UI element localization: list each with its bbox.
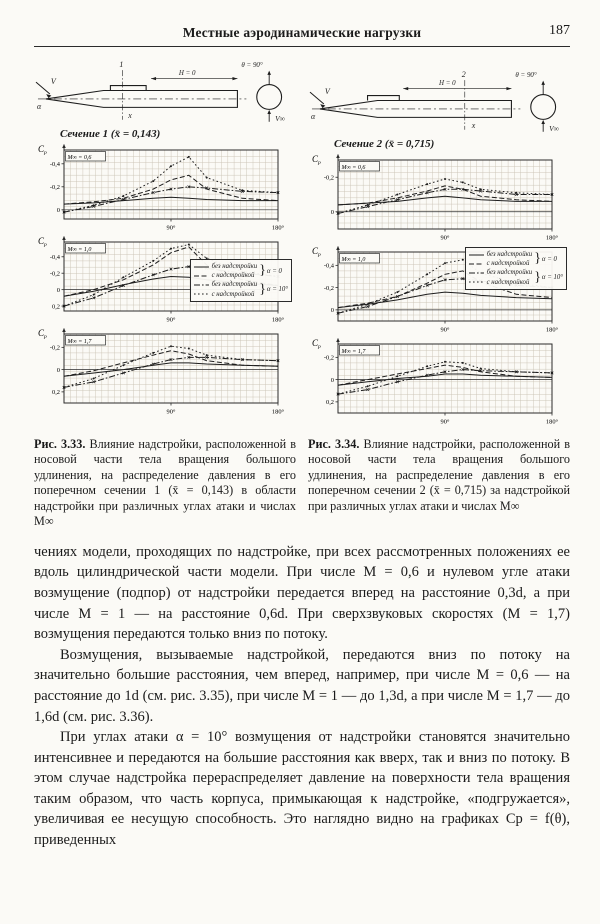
theta-label: θ = 90° — [241, 61, 263, 70]
chart-section1-m06 — [34, 143, 286, 231]
vinf-arrowhead — [541, 120, 545, 124]
caption-number: Рис. 3.33. — [34, 437, 86, 451]
legend-alpha-braces — [259, 262, 288, 299]
svg-text:90°: 90° — [440, 418, 450, 425]
svg-text:Cp: $C_p$ — [312, 338, 321, 350]
x-axis-label: x — [471, 120, 476, 130]
svg-text:180°: 180° — [545, 326, 559, 333]
legend-alpha-group: } α = 10° — [259, 281, 288, 297]
legend-entry: с надстройкой — [211, 272, 255, 280]
svg-text:M∞ = 1,7: M∞ = 1,7 — [67, 338, 92, 345]
schematic-body-of-revolution-1 — [34, 57, 292, 127]
svg-text:Cp: $C_p$ — [38, 328, 47, 340]
svg-text:-0,4: -0,4 — [323, 262, 334, 270]
chart-wrap — [308, 337, 570, 425]
legend-entry: без надстройки — [211, 263, 258, 270]
svg-text:0: 0 — [330, 307, 334, 315]
legend-rows — [194, 262, 258, 299]
svg-text:0,2: 0,2 — [52, 303, 60, 311]
legend-alpha-group: } α = 0 — [259, 263, 282, 279]
svg-text:-0,2: -0,2 — [49, 184, 60, 191]
svg-text:M∞ = 1,7: M∞ = 1,7 — [341, 348, 366, 355]
page-number: 187 — [549, 23, 570, 38]
vinf-label: V∞ — [275, 113, 285, 123]
section-number-label: 2 — [461, 70, 466, 80]
svg-text:0: 0 — [330, 376, 334, 384]
theta-label: θ = 90° — [515, 71, 537, 80]
alpha-label: α — [310, 111, 316, 121]
svg-text:M∞ = 1,0: M∞ = 1,0 — [67, 246, 92, 253]
x-axis-label: x — [128, 110, 132, 120]
svg-text:M∞ = 1,0: M∞ = 1,0 — [341, 256, 366, 263]
section-number-label: 1 — [119, 60, 124, 70]
velocity-arrowhead — [46, 94, 51, 98]
chart-wrap — [308, 153, 570, 241]
svg-text:M∞ = 0,6: M∞ = 0,6 — [341, 164, 366, 171]
chart-wrap — [308, 245, 570, 333]
paragraph-1: чениях модели, проходящих по надстройке, при всех рассмотренных положениях ее вдоль цилиндрической части модели. При числе M = 0,6 и нулевом угле атаки возмущение (подпор) от надстройки передается вперед на расстояние 0,3d, а при числе M = 1 — на расстояние 0,6d. При сверхзвуковых скоростях (M = 1,7) возмущения передаются только вниз по потоку. — [34, 543, 570, 643]
svg-text:-0,4: -0,4 — [49, 253, 60, 261]
figure-3-34 — [308, 67, 570, 429]
svg-text:Cp: $C_p$ — [312, 154, 321, 166]
svg-text:M∞ = 0,6: M∞ = 0,6 — [67, 154, 92, 161]
legend-alpha-group: } α = 0 — [534, 251, 557, 267]
caption-text: Влияние надстройки, расположенной в носовой части тела вращения большого удлинения, на распределение давления в его поперечном сечении 1 (x̄ = 0,143) в области надстройки при различных углах атаки и числах M∞ — [34, 437, 296, 529]
svg-text:180°: 180° — [271, 224, 285, 231]
velocity-label: V — [50, 77, 56, 87]
velocity-arrowhead — [320, 104, 325, 108]
alpha-label: α — [36, 101, 42, 111]
caption-fig-3-34 — [308, 437, 570, 530]
svg-text:-0,2: -0,2 — [49, 344, 60, 352]
chart-legend — [190, 259, 292, 302]
cross-section-circle — [531, 95, 556, 120]
paragraph-3: При углах атаки α = 10° возмущения от надстройки становятся значительно интенсивнее и передаются на большие расстояния как вверх, так и вниз по потоку. В этом случае надстройка перераспределяет давление на поверхности тела вращения таким образом, что часть корпуса, примыкающая к надстройке, «подгружается», увеличивая ее несущую способность. Это наглядно видно на графиках Cp = f(θ), приведенных — [34, 729, 570, 848]
svg-text:0,2: 0,2 — [52, 389, 60, 397]
svg-text:Cp: $C_p$ — [312, 246, 321, 258]
svg-text:Cp: $C_p$ — [38, 236, 47, 248]
captions-row — [34, 437, 570, 530]
dimension-label: H = 0 — [178, 69, 196, 78]
running-header — [34, 24, 570, 47]
caption-fig-3-33 — [34, 437, 296, 530]
svg-text:180°: 180° — [545, 418, 559, 425]
vinf-arrowhead — [267, 110, 271, 114]
svg-text:180°: 180° — [271, 316, 285, 323]
svg-text:90°: 90° — [440, 326, 450, 333]
legend-alpha-braces — [534, 250, 563, 287]
svg-text:0,2: 0,2 — [326, 399, 334, 407]
paragraph-2: Возмущения, вызываемые надстройкой, передаются вниз по потоку на значительно большие расстояния, чем вперед, например, при числе M = 0,6 — на расстояние до 1d (см. рис. 3.35), при числе M = 1 — до 1,3d, а при числе M = 1,7 — до 1,6d (см. рис. 3.36). — [34, 646, 570, 725]
svg-text:-0,2: -0,2 — [323, 284, 334, 292]
cross-section-circle — [257, 85, 282, 110]
svg-text:90°: 90° — [166, 408, 176, 415]
chart-section2-m06 — [308, 153, 560, 241]
figures-row — [34, 57, 570, 429]
svg-text:-0,2: -0,2 — [323, 354, 334, 362]
svg-text:180°: 180° — [545, 234, 559, 241]
superstructure — [110, 86, 146, 91]
schematic-body-of-revolution-2 — [308, 67, 566, 137]
section-label-2: Сечение 2 (x̄ = 0,715) — [334, 138, 435, 150]
velocity-arrow — [310, 92, 324, 104]
chart-section1-m17 — [34, 327, 286, 415]
caption-number: Рис. 3.34. — [308, 437, 360, 451]
legend-alpha-group: } α = 10° — [534, 269, 563, 285]
superstructure — [368, 96, 400, 101]
legend-entry: с надстройкой — [486, 260, 530, 268]
theta-arrowhead — [541, 81, 545, 85]
section-label-1: Сечение 1 (x̄ = 0,143) — [60, 128, 161, 140]
header-title: Местные аэродинамические нагрузки — [182, 25, 422, 40]
caption-text: Влияние надстройки, расположенной в носовой части тела вращения большого удлинения, на распределение давления в его поперечном сечении 2 (x̄ = 0,715) за надстройкой при различных углах атаки и числах M∞ — [308, 437, 570, 513]
svg-text:Cp: $C_p$ — [38, 144, 47, 156]
svg-text:-0,4: -0,4 — [49, 161, 60, 168]
figure-3-33 — [34, 57, 296, 429]
svg-text:-0,2: -0,2 — [323, 174, 334, 182]
legend-rows — [469, 250, 533, 287]
legend-entry: без надстройки — [486, 251, 533, 258]
svg-text:90°: 90° — [166, 224, 176, 231]
velocity-label: V — [324, 87, 330, 97]
chart-wrap — [34, 327, 296, 415]
chart-wrap — [34, 235, 296, 323]
theta-arrowhead — [267, 71, 271, 75]
chart-section2-m17 — [308, 337, 560, 425]
svg-text:90°: 90° — [166, 316, 176, 323]
chart-legend — [465, 247, 567, 290]
svg-text:0: 0 — [56, 366, 60, 374]
svg-text:0: 0 — [56, 286, 60, 294]
svg-text:-0,2: -0,2 — [49, 270, 60, 278]
legend-entry: с надстройкой — [211, 290, 255, 298]
svg-text:90°: 90° — [440, 234, 450, 241]
legend-entry: без надстройки — [486, 269, 533, 277]
dimension-label: H = 0 — [438, 79, 456, 88]
vinf-label: V∞ — [549, 123, 559, 133]
svg-text:0: 0 — [330, 208, 334, 216]
svg-text:180°: 180° — [271, 408, 285, 415]
velocity-arrow — [36, 82, 50, 94]
legend-entry: без надстройки — [211, 281, 258, 289]
body-text — [34, 542, 570, 851]
legend-entry: с надстройкой — [486, 278, 530, 286]
svg-text:0: 0 — [56, 207, 60, 214]
chart-wrap — [34, 143, 296, 231]
